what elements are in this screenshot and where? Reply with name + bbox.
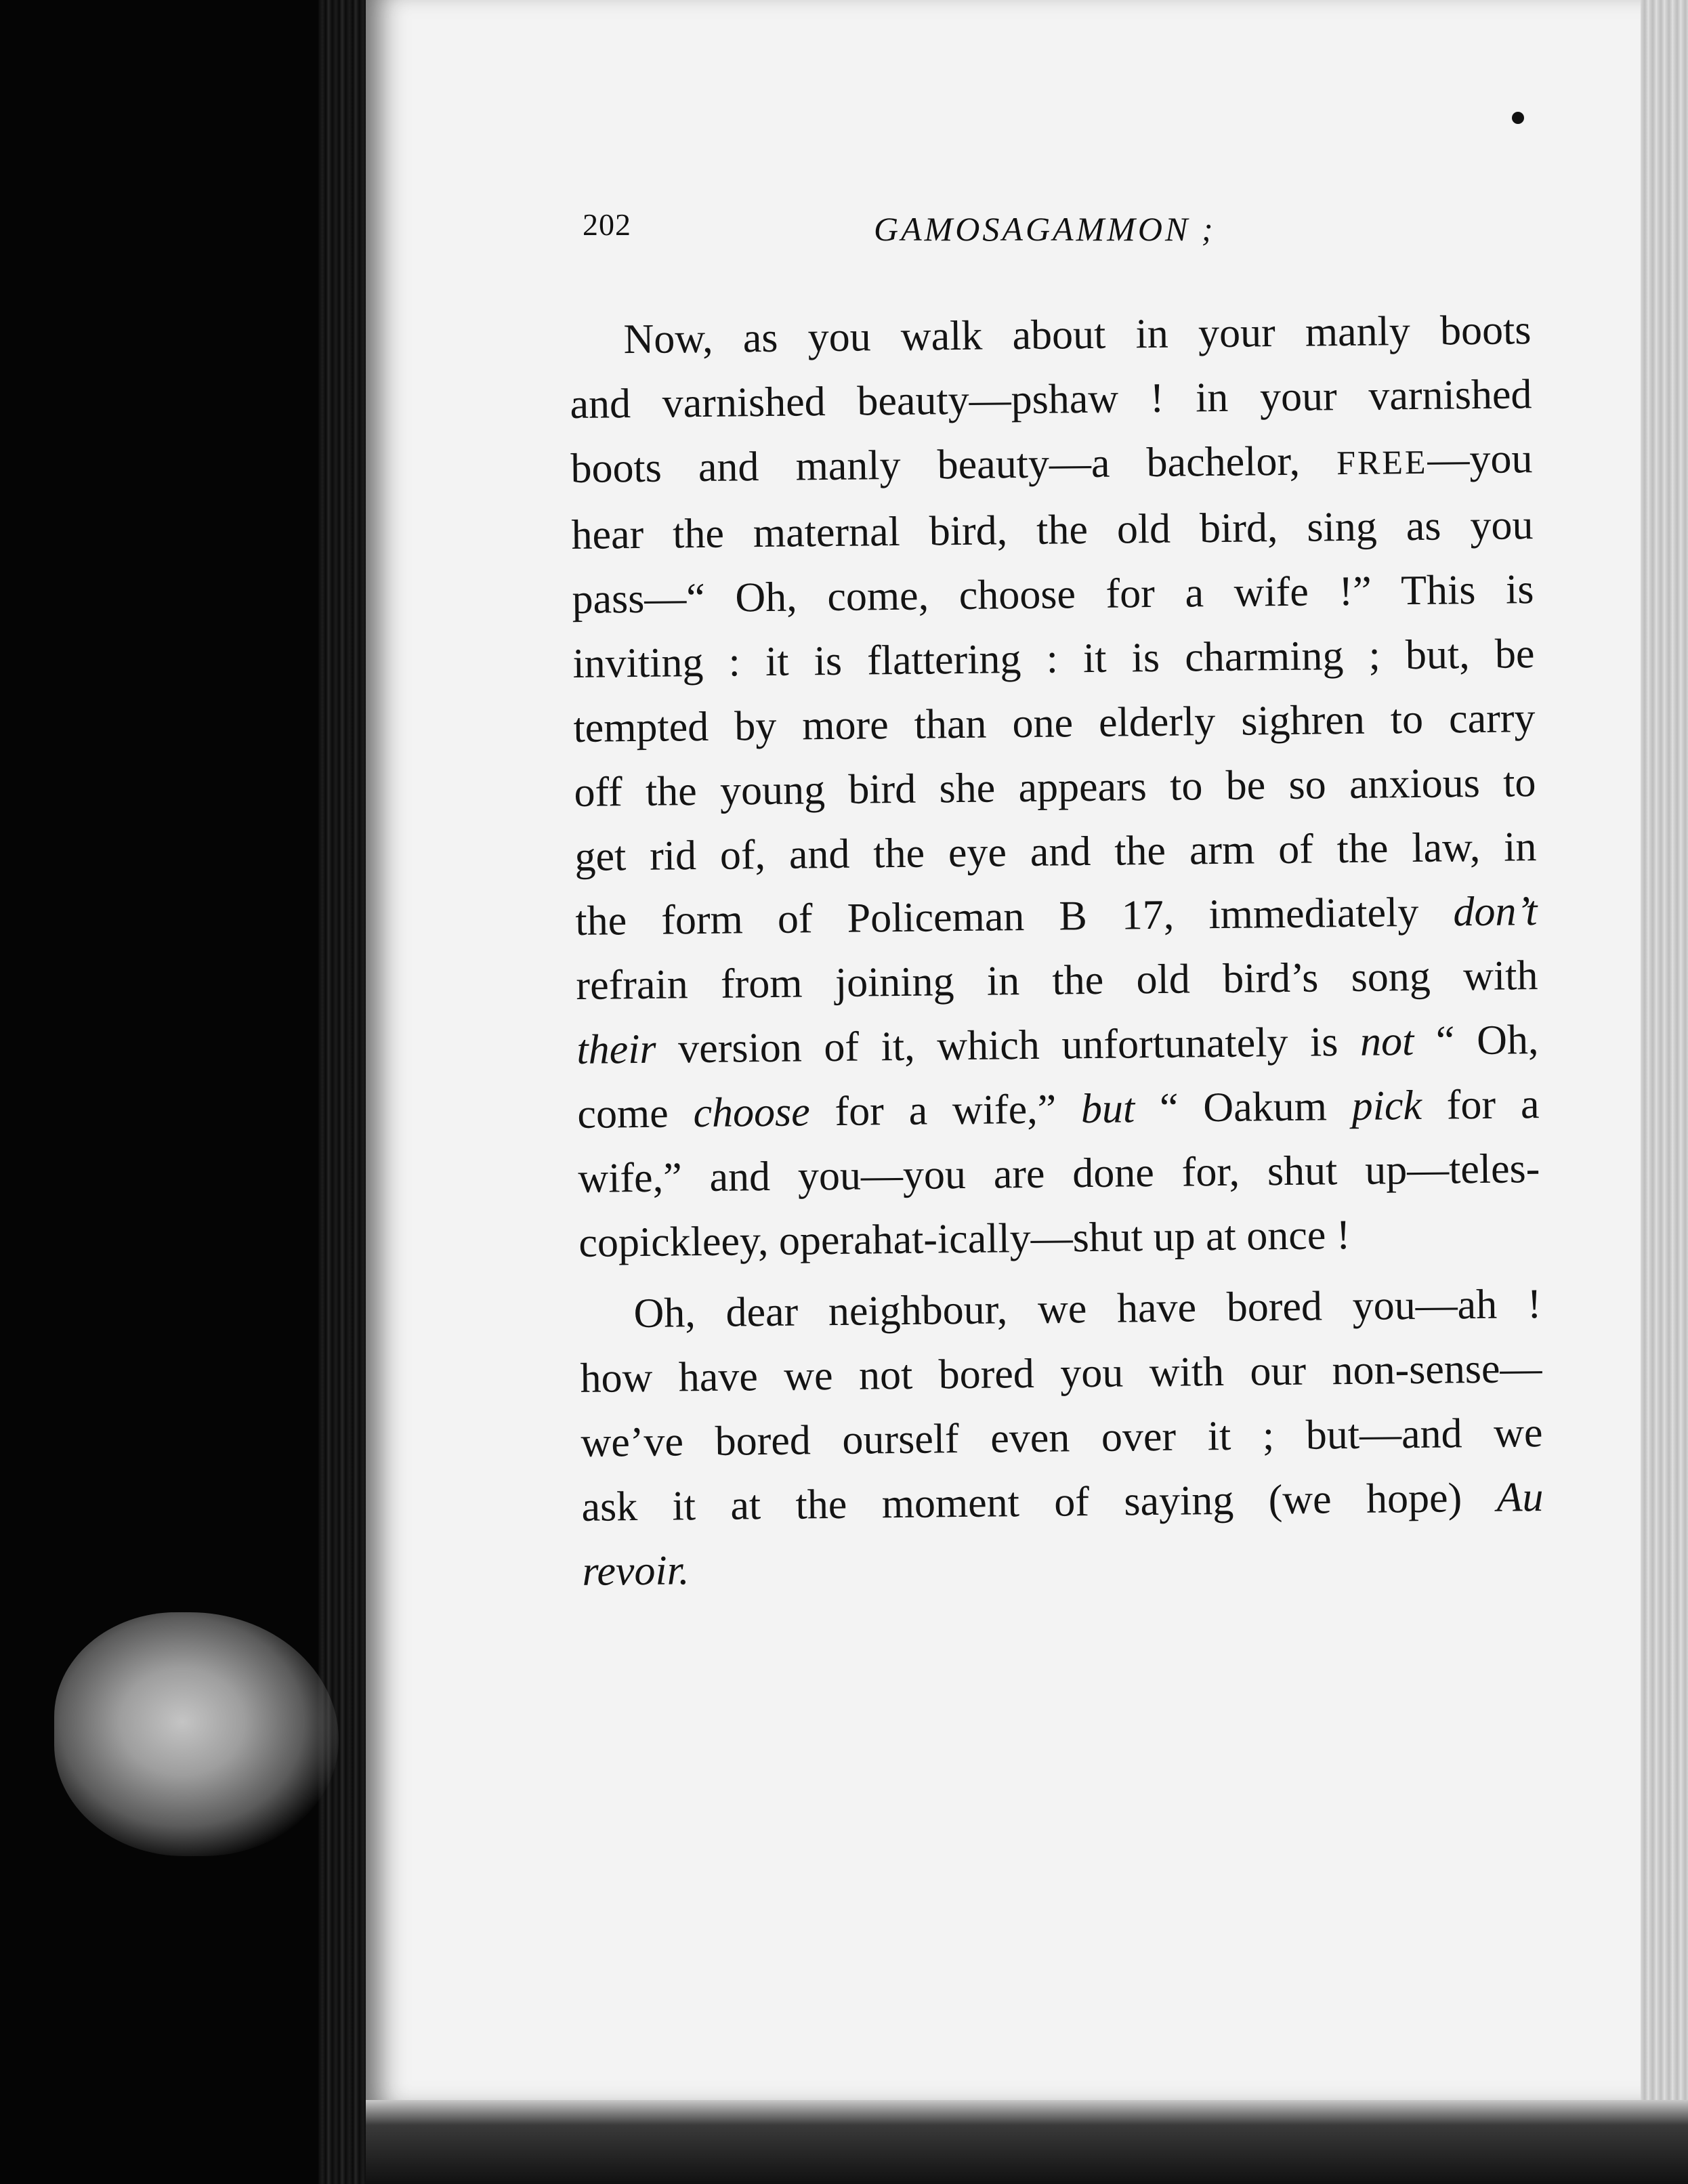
text-segment: inviting : it is flattering : it is charming ; but, be (572, 631, 1535, 687)
text-segment: FREE (1336, 442, 1428, 482)
page-stain (54, 1612, 339, 1856)
text-line (571, 493, 1534, 568)
text-line (573, 686, 1536, 761)
page-header (583, 207, 1558, 254)
page-edge (1641, 0, 1688, 2100)
text-segment: copickleey, operahat-ically—shut up at once ! (578, 1211, 1351, 1266)
text-segment: “ Oakum (1134, 1083, 1353, 1132)
text-segment: and varnished beauty—pshaw ! in your varnished (570, 371, 1532, 427)
text-line (572, 622, 1535, 696)
text-line (570, 362, 1532, 437)
text-segment: Oh, dear neighbour, we have bored you—ah ! (633, 1281, 1542, 1337)
text-line (582, 1530, 1544, 1604)
text-segment: how have we not bored you with our non-sense— (580, 1345, 1542, 1402)
text-segment: tempted by more than one elderly sighren to carry (573, 695, 1536, 751)
text-line (575, 879, 1538, 954)
body-text (569, 298, 1544, 1604)
text-line (578, 1201, 1541, 1276)
text-line (572, 558, 1534, 632)
text-line (574, 815, 1537, 889)
text-segment: choose (693, 1089, 811, 1137)
text-line (576, 944, 1538, 1018)
text-segment: revoir. (582, 1547, 690, 1595)
text-segment: not (1359, 1017, 1414, 1065)
text-line (581, 1465, 1544, 1540)
text-segment: but (1080, 1085, 1135, 1133)
text-line (578, 1137, 1540, 1211)
text-segment: off the young bird she appears to be so anxious to (574, 759, 1536, 816)
text-segment: version of it, which unfortunately is (656, 1018, 1361, 1072)
page-number: 202 (583, 207, 631, 242)
text-segment: “ Oh, (1413, 1017, 1539, 1064)
text-segment: pick (1351, 1082, 1422, 1129)
text-line (569, 298, 1532, 373)
text-segment: pass—“ Oh, come, choose for a wife !” This is (572, 566, 1534, 623)
text-segment: boots and manly beauty—a bachelor, (570, 438, 1337, 492)
text-segment: their (576, 1026, 656, 1073)
text-line (574, 751, 1536, 825)
text-segment: for a (1421, 1081, 1540, 1129)
text-line (570, 427, 1533, 503)
text-segment: don’t (1453, 888, 1538, 936)
paragraph-2 (579, 1272, 1544, 1604)
text-line (579, 1272, 1542, 1347)
text-segment: wife,” and you—you are done for, shut up—teles- (578, 1146, 1540, 1202)
text-line (576, 1008, 1539, 1083)
text-segment: Now, as you walk about in your manly boots (623, 307, 1532, 363)
running-title: GAMOSAGAMMON ; (874, 210, 1216, 248)
text-segment: come (577, 1090, 694, 1137)
text-segment: ask it at the moment of saying (we hope) (581, 1474, 1497, 1530)
text-segment: —you (1427, 436, 1533, 483)
text-line (577, 1072, 1540, 1147)
page-bottom-edge (366, 2100, 1688, 2184)
text-segment: refrain from joining in the old bird’s song with (576, 952, 1538, 1009)
text-segment: the form of Policeman B 17, immediately (575, 889, 1454, 944)
text-line (580, 1337, 1542, 1411)
text-segment: for a wife,” (809, 1086, 1082, 1135)
text-line (581, 1401, 1543, 1475)
ink-dot (1512, 112, 1524, 124)
text-segment: Au (1496, 1474, 1544, 1521)
text-segment: we’ve bored ourself even over it ; but—and we (581, 1410, 1543, 1466)
text-segment: get rid of, and the eye and the arm of the law, in (574, 824, 1537, 880)
paragraph-1 (569, 298, 1541, 1276)
text-segment: hear the maternal bird, the old bird, sing as you (571, 502, 1534, 558)
